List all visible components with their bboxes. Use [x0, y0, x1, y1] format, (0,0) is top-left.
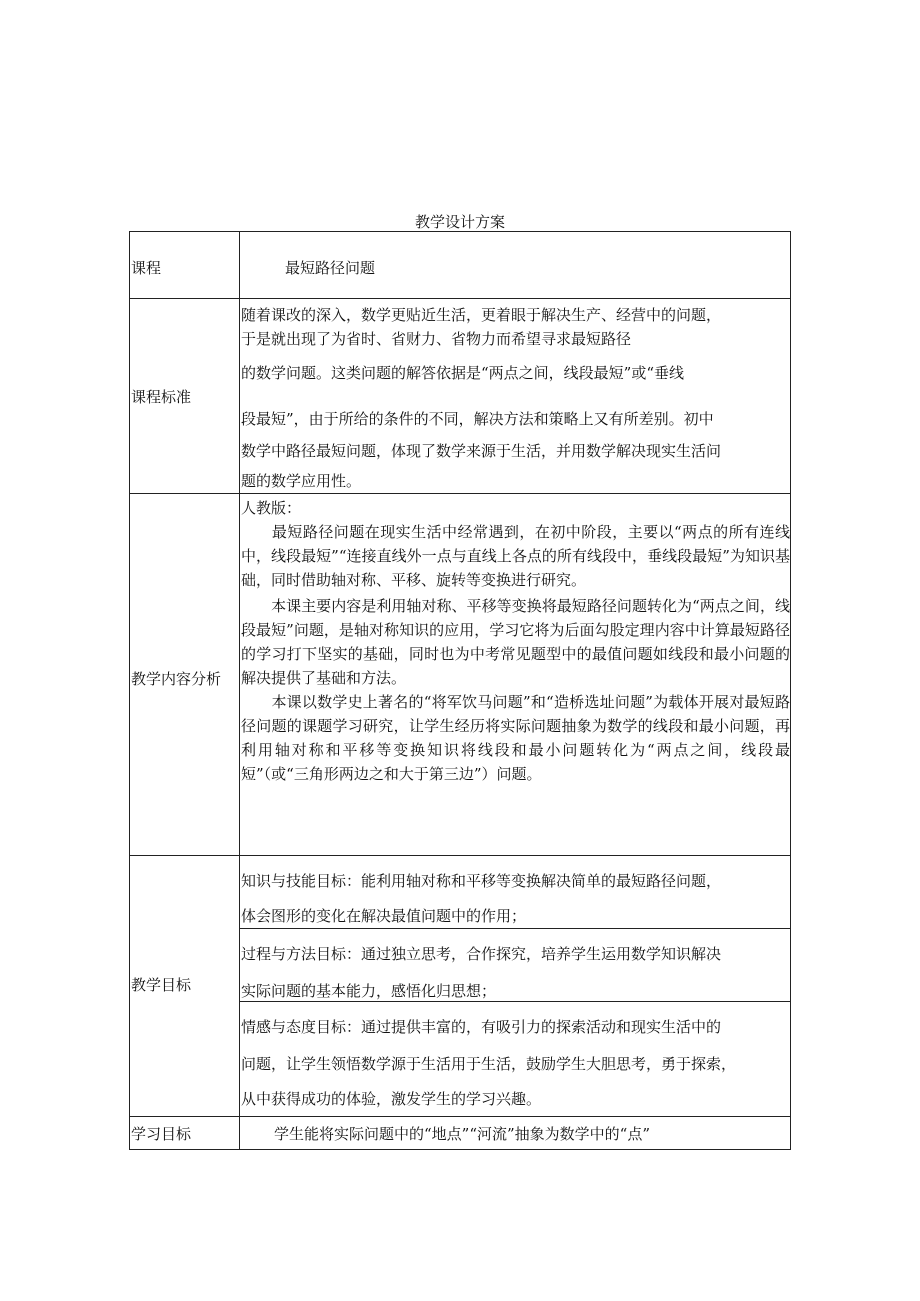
standard-line: 题的数学应用性。 — [241, 472, 362, 490]
knowledge-goal-line: 知识与技能目标：能利用轴对称和平移等变换解决简单的最短路径问题， — [241, 872, 722, 890]
learning-label: 学习目标 — [131, 1125, 192, 1143]
goals-label: 教学目标 — [131, 976, 192, 994]
content-label: 教学内容分析 — [131, 670, 222, 688]
standard-line: 随着课改的深入，数学更贴近生活，更着眼于解决生产、经营中的问题， — [241, 306, 722, 324]
content-paragraph-2: 本课主要内容是利用轴对称、平移等变换将最短路径问题转化为“两点之间，线段最短”问题，是轴对称知识的应用，学习它将为后面勾股定理内容中计算最短路径的学习打下坚实的基础，同时也为中考常见题型中的最值问题如线段和最小问题的解决提供了基础和方法。 — [241, 597, 790, 687]
standard-line: 的数学问题。这类问题的解答依据是“两点之间，线段最短”或“垂线 — [241, 364, 685, 382]
document-title: 教学设计方案 — [414, 213, 505, 231]
emotion-goal-line: 问题，让学生领悟数学源于生活用于生活，鼓励学生大胆思考，勇于探索， — [241, 1055, 737, 1073]
course-value: 最短路径问题 — [285, 259, 376, 277]
standard-label: 课程标准 — [131, 388, 192, 406]
learning-value: 学生能将实际问题中的“地点”“河流”抽象为数学中的“点” — [274, 1125, 651, 1143]
process-goal-line: 实际问题的基本能力，感悟化归思想； — [241, 982, 497, 1000]
knowledge-goal-line: 体会图形的变化在解决最值问题中的作用； — [241, 907, 527, 925]
standard-line: 数学中路径最短问题，体现了数学来源于生活，并用数学解决现实生活问 — [241, 442, 722, 460]
content-paragraph-1: 最短路径问题在现实生活中经常遇到，在初中阶段，主要以“两点的所有连线中，线段最短”“连接直线外一点与直线上各点的所有线段中，垂线段最短”为知识基础，同时借助轴对称、平移、旋转等变换进行研究。 — [241, 523, 790, 589]
row-divider — [129, 298, 791, 299]
column-divider — [239, 231, 240, 1150]
goal-divider — [239, 928, 791, 929]
standard-line: 于是就出现了为省时、省财力、省物力而希望寻求最短路径 — [241, 330, 632, 348]
course-label: 课程 — [131, 259, 162, 277]
row-divider — [129, 855, 791, 856]
goal-divider — [239, 1001, 791, 1002]
row-divider — [129, 493, 791, 494]
standard-line: 段最短”，由于所给的条件的不同，解决方法和策略上又有所差别。初中 — [241, 410, 714, 428]
process-goal-line: 过程与方法目标：通过独立思考，合作探究，培养学生运用数学知识解决 — [241, 945, 722, 963]
content-paragraph-3: 本课以数学史上著名的“将军饮马问题”和“造桥选址问题”为载体开展对最短路径问题的课题学习研究，让学生经历将实际问题抽象为数学的线段和最小问题，再利用轴对称和平移等变换知识将线段和最小问题转化为“两点之间，线段最短”（或“三角形两边之和大于第三边”）问题。 — [241, 693, 790, 783]
emotion-goal-line: 情感与态度目标：通过提供丰富的，有吸引力的探索活动和现实生活中的 — [241, 1018, 722, 1036]
row-divider — [129, 1116, 791, 1117]
emotion-goal-line: 从中获得成功的体验，激发学生的学习兴趣。 — [241, 1090, 542, 1108]
edition-label: 人教版： — [241, 499, 302, 517]
